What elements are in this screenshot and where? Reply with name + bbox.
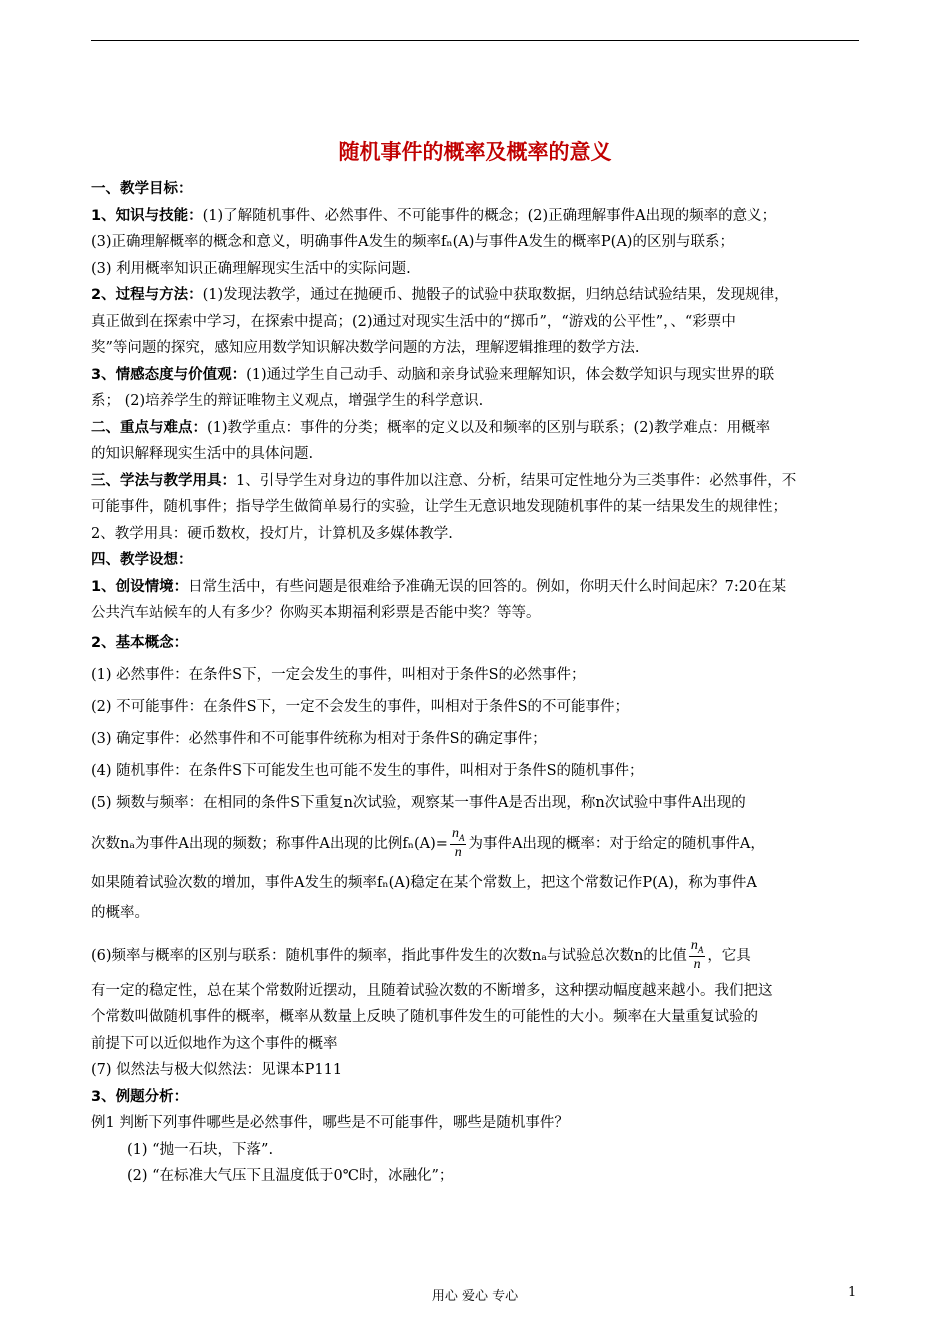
paragraph-text: (7) 似然法与极大似然法：见课本P111 [91,1062,343,1078]
paragraph-line [91,335,861,362]
paragraph-line [91,229,861,256]
paragraph-line [91,627,861,659]
section-heading: 三、学法与教学用具： [91,472,236,489]
freq-line-pre: 次数nₐ为事件A出现的频数；称事件A出现的比例fₙ(A)= [91,835,448,852]
paragraph-text: (1) “抛一石块，下落”. [127,1141,274,1158]
paragraph-text: 前提下可以近似地作为这个事件的概率 [91,1035,338,1052]
paragraph-line [91,1057,861,1084]
paragraph-line [91,494,861,521]
paragraph-line [91,1084,861,1111]
paragraph-line: 如果随着试验次数的增加，事件A发生的频率fₙ(A)稳定在某个常数上，把这个常数记作P(A)，称为事件A [91,874,757,891]
paragraph-text: 系； (2)培养学生的辩证唯物主义观点，增强学生的科学意识. [91,393,484,409]
section-heading: 二、重点与难点： [91,419,207,436]
section-heading: 一、教学目标： [91,181,193,197]
paragraph-line [91,1137,861,1164]
footer-text: 用心 爱心 专心 [431,1289,519,1304]
header-rule [91,40,859,41]
paragraph-line [91,468,861,495]
paragraph-text: 1、引导学生对身边的事件加以注意、分析，结果可定性地分为三类事件：必然事件，不 [236,472,797,489]
paragraph-text: 公共汽车站候车的人有多少？你购买本期福利彩票是否能中奖？等等。 [91,605,541,621]
frequency-definition-line [91,819,861,869]
section-heading: 3、例题分析： [91,1088,189,1105]
paragraph-line [91,256,861,283]
paragraph-line [91,723,861,755]
paragraph-line [91,691,861,723]
frequency-fraction [450,826,467,860]
paragraph-line [91,787,861,819]
paragraph-line [91,978,861,1005]
paragraph-line [91,362,861,389]
paragraph-line [91,521,861,548]
paragraph-line [91,1163,861,1190]
diff-line-pre: (6)频率与概率的区别与联系：随机事件的频率，指此事件发生的次数nₐ与试验总次数n的比值 [91,947,687,964]
paragraph-line [91,176,861,203]
paragraph-text: (4) 随机事件：在条件S下可能发生也可能不发生的事件，叫相对于条件S的随机事件； [91,762,644,779]
paragraph-text: 真正做到在探索中学习，在探索中提高；(2)通过对现实生活中的“掷币”，“游戏的公平性”，、“彩票中 [91,313,736,330]
section-heading: 2、基本概念： [91,634,189,651]
fraction-denominator: n [693,957,701,973]
paragraph-line [91,415,861,442]
section-heading: 3、情感态度与价值观： [91,366,247,383]
diff-line-post: ，它具 [707,947,751,964]
fraction-denominator: n [454,845,462,861]
paragraph-line [91,1031,861,1058]
freq-line-post: 为事件A出现的概率：对于给定的随机事件A， [468,835,765,852]
paragraph-text: 个常数叫做随机事件的概率，概率从数量上反映了随机事件发生的可能性的大小。频率在大量重复试验的 [91,1009,758,1025]
paragraph-text: (1)了解随机事件、必然事件、不可能事件的概念；(2)正确理解事件A出现的频率的意义； [202,207,777,224]
paragraph-text: (1) 必然事件：在条件S下，一定会发生的事件，叫相对于条件S的必然事件； [91,666,586,683]
paragraph-text: 日常生活中，有些问题是很难给予准确无误的回答的。例如，你明天什么时间起床？7:20在某 [188,578,787,595]
paragraph-text: 可能事件，随机事件；指导学生做简单易行的实验，让学生无意识地发现随机事件的某一结果发生的规律性； [91,499,787,515]
paragraph-text: (2) “在标准大气压下且温度低于0℃时，冰融化”； [127,1168,454,1184]
paragraph-line [91,388,861,415]
ratio-fraction [689,938,706,972]
document-body [91,176,861,1190]
section-heading: 1、创设情境： [91,578,189,595]
document-title: 随机事件的概率及概率的意义 [338,140,612,164]
section-heading: 四、教学设想： [91,552,193,568]
section-block-examples [91,978,861,1190]
paragraph-text: (3) 利用概率知识正确理解现实生活中的实际问题. [91,260,411,277]
paragraph-line [91,600,861,627]
paragraph-line [91,282,861,309]
paragraph-line [91,755,861,787]
page-number: 1 [848,1285,857,1300]
frequency-probability-line [91,934,861,978]
paragraph-line [91,441,861,468]
paragraph-text: (3)正确理解概率的概念和意义，明确事件A发生的频率fₙ(A)与事件A发生的概率P(A)的区别与联系； [91,234,734,250]
paragraph-line [91,1110,861,1137]
paragraph-text: 2、教学用具：硬币数枚，投灯片，计算机及多媒体教学. [91,525,453,542]
section-block-objectives [91,176,861,819]
section-heading: 1、知识与技能： [91,207,203,224]
paragraph-line [91,1004,861,1031]
paragraph-text: (2) 不可能事件：在条件S下，一定不会发生的事件，叫相对于条件S的不可能事件； [91,698,630,715]
paragraph-line [91,203,861,230]
paragraph-text: (3) 确定事件：必然事件和不可能事件统称为相对于条件S的确定事件； [91,730,547,747]
paragraph-line [91,659,861,691]
paragraph-text: (1)通过学生自己动手、动脑和亲身试验来理解知识，体会数学知识与现实世界的联 [246,366,775,383]
paragraph-text: (1)发现法教学，通过在抛硬币、抛骰子的试验中获取数据，归纳总结试验结果，发现规律， [202,287,789,303]
fraction-numerator: $n_A$ [690,938,704,956]
paragraph-text: (5) 频数与频率：在相同的条件S下重复n次试验，观察某一事件A是否出现，称n次试验中事件A出现的 [91,794,746,811]
paragraph-line [91,574,861,601]
paragraph-text: (1)教学重点：事件的分类；概率的定义以及和频率的区别与联系；(2)教学难点：用概率 [207,419,771,436]
paragraph-line: 的概率。 [91,904,149,921]
paragraph-text: 例1 判断下列事件哪些是必然事件，哪些是不可能事件，哪些是随机事件？ [91,1115,569,1131]
fraction-numerator: $n_A$ [451,826,465,844]
paragraph-line [91,309,861,336]
paragraph-line [91,547,861,574]
paragraph-text: 奖”等问题的探究，感知应用数学知识解决数学问题的方法，理解逻辑推理的数学方法. [91,340,640,356]
paragraph-text: 有一定的稳定性，总在某个常数附近摆动，且随着试验次数的不断增多，这种摆动幅度越来越小。我们把这 [91,982,773,999]
paragraph-text: 的知识解释现实生活中的具体问题. [91,446,314,462]
section-heading: 2、过程与方法： [91,287,203,303]
